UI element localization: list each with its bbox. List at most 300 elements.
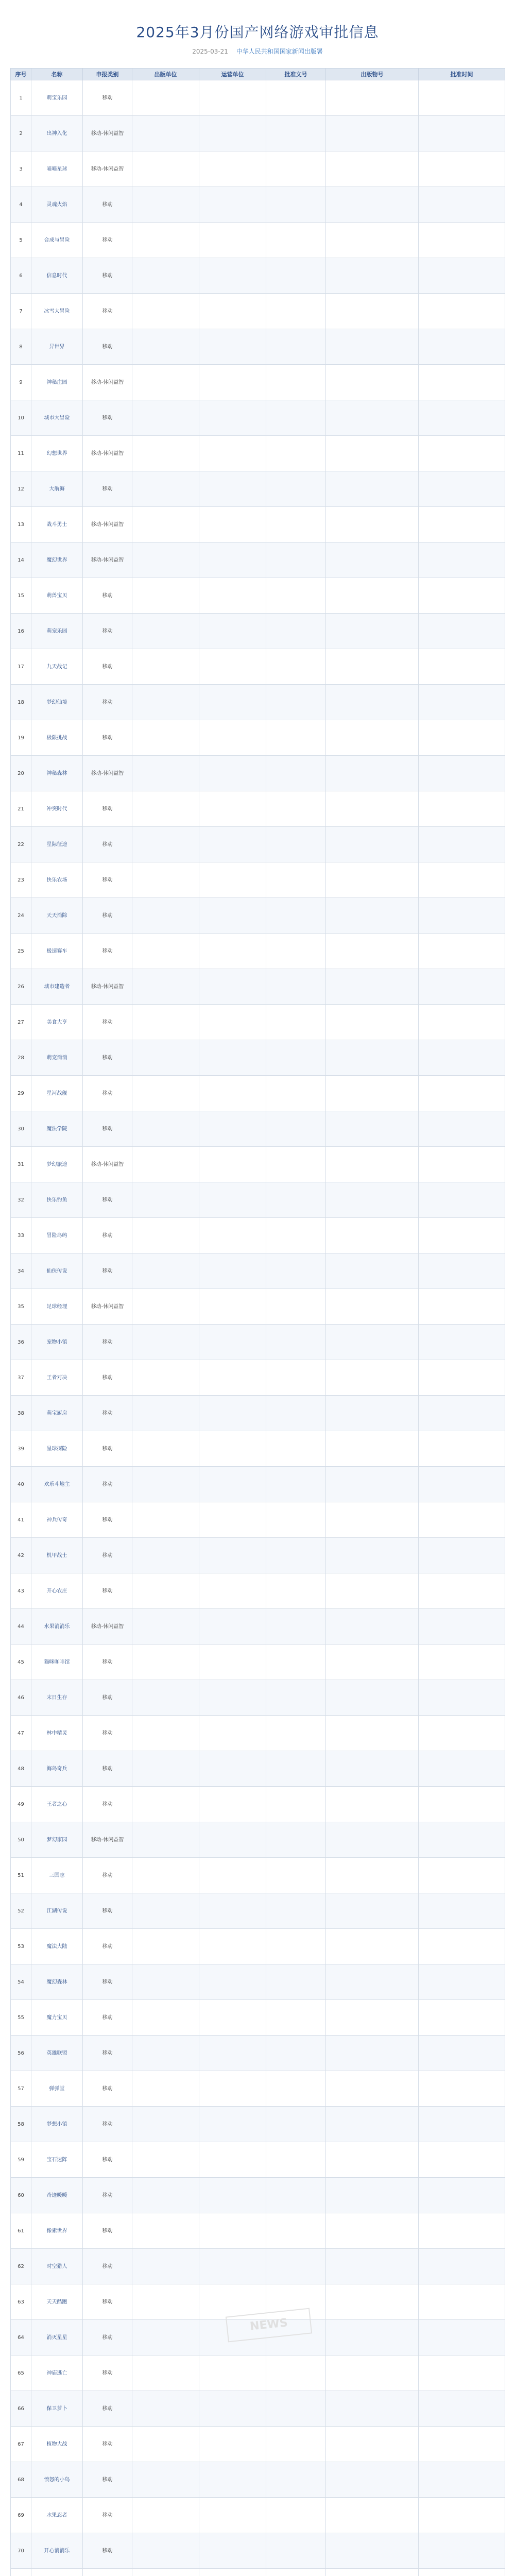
- cell-approval: [266, 151, 326, 187]
- cell-type: 移动: [83, 685, 132, 720]
- cell-publisher: [132, 1680, 199, 1716]
- table-row: [11, 1751, 505, 1787]
- table-row: [11, 1929, 505, 1964]
- cell-no: 29: [11, 1076, 31, 1111]
- cell-no: 40: [11, 1467, 31, 1502]
- cell-publisher: [132, 1822, 199, 1858]
- cell-name: 萌兽宝贝: [31, 578, 83, 614]
- cell-name: 时空猎人: [31, 2249, 83, 2284]
- cell-name: 魔法大陆: [31, 1929, 83, 1964]
- cell-operator: [199, 685, 266, 720]
- cell-approval: [266, 2462, 326, 2498]
- cell-date: [419, 1218, 505, 1253]
- cell-no: 25: [11, 934, 31, 969]
- cell-no: 24: [11, 898, 31, 934]
- cell-approval: [266, 471, 326, 507]
- table-row: [11, 720, 505, 756]
- table-row: [11, 2000, 505, 2036]
- cell-isbn: [326, 2427, 419, 2462]
- cell-approval: [266, 2000, 326, 2036]
- cell-isbn: [326, 2071, 419, 2107]
- cell-publisher: [132, 2355, 199, 2391]
- cell-operator: [199, 2427, 266, 2462]
- cell-name: 星球探险: [31, 1431, 83, 1467]
- cell-operator: [199, 578, 266, 614]
- cell-operator: [199, 1396, 266, 1431]
- article-meta: [0, 42, 515, 61]
- cell-operator: [199, 2000, 266, 2036]
- cell-date: [419, 898, 505, 934]
- cell-name: 冰雪大冒险: [31, 294, 83, 329]
- cell-isbn: [326, 1147, 419, 1182]
- cell-publisher: [132, 756, 199, 791]
- cell-approval: [266, 578, 326, 614]
- table-row: [11, 329, 505, 365]
- table-row: [11, 898, 505, 934]
- cell-approval: [266, 934, 326, 969]
- cell-type: 移动: [83, 1325, 132, 1360]
- cell-isbn: [326, 1396, 419, 1431]
- cell-publisher: [132, 1787, 199, 1822]
- table-row: [11, 1787, 505, 1822]
- cell-no: 59: [11, 2142, 31, 2178]
- cell-operator: [199, 2036, 266, 2071]
- cell-publisher: [132, 685, 199, 720]
- cell-name: 梦幻家园: [31, 1822, 83, 1858]
- cell-type: 移动: [83, 2071, 132, 2107]
- cell-approval: [266, 223, 326, 258]
- game-approval-table: [10, 68, 505, 2576]
- cell-name: 萌宠乐园: [31, 614, 83, 649]
- cell-type: 移动: [83, 1893, 132, 1929]
- cell-no: 9: [11, 365, 31, 400]
- table-row: [11, 934, 505, 969]
- table-row: [11, 1147, 505, 1182]
- table-row: [11, 578, 505, 614]
- cell-name: 开心农庄: [31, 1573, 83, 1609]
- cell-no: 35: [11, 1289, 31, 1325]
- cell-date: [419, 756, 505, 791]
- cell-no: 6: [11, 258, 31, 294]
- cell-publisher: [132, 2142, 199, 2178]
- cell-isbn: [326, 2533, 419, 2569]
- cell-type: 移动: [83, 80, 132, 116]
- cell-no: [11, 2569, 31, 2576]
- cell-operator: [199, 1751, 266, 1787]
- table-row: [11, 80, 505, 116]
- cell-approval: [266, 1787, 326, 1822]
- table-row: [11, 1182, 505, 1218]
- cell-type: 移动: [83, 1787, 132, 1822]
- cell-operator: [199, 365, 266, 400]
- cell-isbn: [326, 1218, 419, 1253]
- cell-name: 开心消消乐: [31, 2533, 83, 2569]
- cell-publisher: [132, 2213, 199, 2249]
- cell-operator: [199, 2569, 266, 2576]
- cell-publisher: [132, 2178, 199, 2213]
- table-row: [11, 2462, 505, 2498]
- cell-operator: [199, 1325, 266, 1360]
- cell-isbn: [326, 543, 419, 578]
- cell-publisher: [132, 969, 199, 1005]
- cell-name: 像素世界: [31, 2213, 83, 2249]
- table-row: [11, 756, 505, 791]
- cell-operator: [199, 80, 266, 116]
- cell-name: 九天战记: [31, 649, 83, 685]
- col-type: 申报类别: [83, 69, 132, 80]
- cell-type: 移动: [83, 2107, 132, 2142]
- cell-name: 出神入化: [31, 116, 83, 151]
- cell-name: 梦想小镇: [31, 2107, 83, 2142]
- cell-isbn: [326, 1573, 419, 1609]
- cell-name: 快乐钓鱼: [31, 1182, 83, 1218]
- cell-no: 38: [11, 1396, 31, 1431]
- cell-name: 美食大亨: [31, 1005, 83, 1040]
- cell-type: 移动: [83, 720, 132, 756]
- cell-type: 移动: [83, 2533, 132, 2569]
- cell-publisher: [132, 578, 199, 614]
- cell-name: 天天消除: [31, 898, 83, 934]
- cell-publisher: [132, 1573, 199, 1609]
- cell-publisher: [132, 400, 199, 436]
- cell-publisher: [132, 2320, 199, 2355]
- cell-date: [419, 1609, 505, 1645]
- cell-no: 30: [11, 1111, 31, 1147]
- cell-name: 水果消消乐: [31, 1609, 83, 1645]
- cell-operator: [199, 1680, 266, 1716]
- col-publisher: 出版单位: [132, 69, 199, 80]
- cell-name: 萌宝乐园: [31, 80, 83, 116]
- cell-approval: [266, 2569, 326, 2576]
- cell-publisher: [132, 1716, 199, 1751]
- table-row: [11, 1360, 505, 1396]
- cell-publisher: [132, 1396, 199, 1431]
- cell-approval: [266, 827, 326, 862]
- cell-type: 移动-休闲益智: [83, 116, 132, 151]
- cell-isbn: [326, 1645, 419, 1680]
- cell-isbn: [326, 2107, 419, 2142]
- cell-name: 猫咪咖啡馆: [31, 1645, 83, 1680]
- cell-no: 47: [11, 1716, 31, 1751]
- cell-no: 17: [11, 649, 31, 685]
- cell-date: [419, 1893, 505, 1929]
- cell-type: 移动: [83, 2355, 132, 2391]
- cell-date: [419, 862, 505, 898]
- cell-date: [419, 1680, 505, 1716]
- cell-publisher: [132, 1289, 199, 1325]
- cell-isbn: [326, 2498, 419, 2533]
- cell-operator: [199, 1005, 266, 1040]
- cell-approval: [266, 1645, 326, 1680]
- cell-date: [419, 1716, 505, 1751]
- cell-type: 移动: [83, 1396, 132, 1431]
- cell-no: 60: [11, 2178, 31, 2213]
- cell-no: 34: [11, 1253, 31, 1289]
- cell-type: 移动: [83, 2427, 132, 2462]
- table-row: [11, 2355, 505, 2391]
- cell-approval: [266, 1573, 326, 1609]
- source-link[interactable]: 中华人民共和国国家新闻出版署: [236, 48, 323, 55]
- cell-isbn: [326, 365, 419, 400]
- table-row: [11, 2284, 505, 2320]
- cell-type: 移动: [83, 1253, 132, 1289]
- table-row: [11, 1645, 505, 1680]
- cell-approval: [266, 898, 326, 934]
- cell-name: 足球经理: [31, 1289, 83, 1325]
- cell-type: 移动: [83, 898, 132, 934]
- cell-operator: [199, 1645, 266, 1680]
- cell-publisher: [132, 1005, 199, 1040]
- cell-isbn: [326, 80, 419, 116]
- cell-date: [419, 614, 505, 649]
- cell-operator: [199, 258, 266, 294]
- cell-name: 异世界: [31, 329, 83, 365]
- cell-name: 梦幻旅途: [31, 1147, 83, 1182]
- cell-name: 神秘森林: [31, 756, 83, 791]
- cell-name: 幻想世界: [31, 436, 83, 471]
- table-row: [11, 151, 505, 187]
- cell-name: 魔力宝贝: [31, 2000, 83, 2036]
- cell-no: 27: [11, 1005, 31, 1040]
- cell-publisher: [132, 898, 199, 934]
- cell-isbn: [326, 2036, 419, 2071]
- table-header: [11, 69, 505, 80]
- cell-date: [419, 2284, 505, 2320]
- cell-no: 13: [11, 507, 31, 543]
- cell-date: [419, 223, 505, 258]
- table-row: [11, 436, 505, 471]
- cell-isbn: [326, 116, 419, 151]
- cell-date: [419, 969, 505, 1005]
- cell-date: [419, 1253, 505, 1289]
- cell-name: 愤怒的小鸟: [31, 2462, 83, 2498]
- table-row: [11, 400, 505, 436]
- cell-operator: [199, 294, 266, 329]
- cell-date: [419, 2391, 505, 2427]
- cell-isbn: [326, 1893, 419, 1929]
- cell-name: 弹弹堂: [31, 2071, 83, 2107]
- cell-publisher: [132, 614, 199, 649]
- cell-no: 70: [11, 2533, 31, 2569]
- cell-name: 植物大战: [31, 2427, 83, 2462]
- cell-isbn: [326, 685, 419, 720]
- cell-no: 11: [11, 436, 31, 471]
- cell-date: [419, 2178, 505, 2213]
- cell-no: 28: [11, 1040, 31, 1076]
- cell-operator: [199, 1822, 266, 1858]
- table-row: [11, 2036, 505, 2071]
- cell-type: 移动-休闲益智: [83, 969, 132, 1005]
- cell-type: 移动: [83, 614, 132, 649]
- cell-no: 43: [11, 1573, 31, 1609]
- cell-isbn: [326, 1040, 419, 1076]
- cell-no: 44: [11, 1609, 31, 1645]
- cell-type: 移动: [83, 471, 132, 507]
- cell-type: 移动: [83, 1502, 132, 1538]
- cell-date: [419, 365, 505, 400]
- table-row: [11, 1822, 505, 1858]
- cell-approval: [266, 2391, 326, 2427]
- cell-publisher: [132, 2249, 199, 2284]
- cell-approval: [266, 1111, 326, 1147]
- cell-publisher: [132, 2036, 199, 2071]
- cell-date: [419, 2427, 505, 2462]
- cell-name: 神秘庄园: [31, 365, 83, 400]
- cell-type: 移动: [83, 1929, 132, 1964]
- cell-type: 移动: [83, 934, 132, 969]
- cell-no: 50: [11, 1822, 31, 1858]
- cell-isbn: [326, 2000, 419, 2036]
- cell-approval: [266, 2427, 326, 2462]
- cell-no: 57: [11, 2071, 31, 2107]
- cell-isbn: [326, 436, 419, 471]
- cell-operator: [199, 1431, 266, 1467]
- cell-operator: [199, 1893, 266, 1929]
- cell-isbn: [326, 2569, 419, 2576]
- cell-approval: [266, 649, 326, 685]
- cell-name: 末日生存: [31, 1680, 83, 1716]
- cell-operator: [199, 400, 266, 436]
- cell-date: [419, 934, 505, 969]
- cell-no: 46: [11, 1680, 31, 1716]
- cell-date: [419, 1822, 505, 1858]
- cell-isbn: [326, 1076, 419, 1111]
- cell-name: 天天酷跑: [31, 2284, 83, 2320]
- cell-operator: [199, 1964, 266, 2000]
- cell-date: [419, 1360, 505, 1396]
- cell-type: 移动: [83, 1751, 132, 1787]
- cell-operator: [199, 2142, 266, 2178]
- cell-operator: [199, 756, 266, 791]
- cell-type: 移动: [83, 827, 132, 862]
- table-row: [11, 969, 505, 1005]
- cell-date: [419, 720, 505, 756]
- cell-name: 城市建造者: [31, 969, 83, 1005]
- table-row: [11, 258, 505, 294]
- cell-approval: [266, 1253, 326, 1289]
- cell-date: [419, 2036, 505, 2071]
- cell-publisher: [132, 1502, 199, 1538]
- cell-approval: [266, 1680, 326, 1716]
- cell-no: 19: [11, 720, 31, 756]
- cell-approval: [266, 1182, 326, 1218]
- cell-isbn: [326, 934, 419, 969]
- cell-publisher: [132, 471, 199, 507]
- cell-publisher: [132, 791, 199, 827]
- cell-no: 66: [11, 2391, 31, 2427]
- cell-no: 32: [11, 1182, 31, 1218]
- cell-type: 移动: [83, 2178, 132, 2213]
- cell-date: [419, 1787, 505, 1822]
- cell-operator: [199, 436, 266, 471]
- cell-approval: [266, 2355, 326, 2391]
- cell-type: 移动: [83, 187, 132, 223]
- table-row: [11, 2498, 505, 2533]
- cell-isbn: [326, 1609, 419, 1645]
- cell-operator: [199, 2284, 266, 2320]
- cell-publisher: [132, 2071, 199, 2107]
- cell-operator: [199, 1076, 266, 1111]
- cell-date: [419, 151, 505, 187]
- cell-isbn: [326, 2391, 419, 2427]
- cell-publisher: [132, 1929, 199, 1964]
- cell-type: 移动-休闲益智: [83, 436, 132, 471]
- cell-date: [419, 2533, 505, 2569]
- cell-isbn: [326, 400, 419, 436]
- cell-name: 萌宝厨房: [31, 1396, 83, 1431]
- cell-approval: [266, 791, 326, 827]
- cell-approval: [266, 258, 326, 294]
- table-row: [11, 1396, 505, 1431]
- cell-publisher: [132, 720, 199, 756]
- cell-type: 移动: [83, 2284, 132, 2320]
- cell-operator: [199, 187, 266, 223]
- cell-isbn: [326, 2142, 419, 2178]
- cell-publisher: [132, 934, 199, 969]
- table-row: [11, 2213, 505, 2249]
- table-row: [11, 2249, 505, 2284]
- cell-date: [419, 791, 505, 827]
- cell-publisher: [132, 1431, 199, 1467]
- cell-name: 魔幻世界: [31, 543, 83, 578]
- cell-date: [419, 1289, 505, 1325]
- cell-type: 移动: [83, 1680, 132, 1716]
- cell-operator: [199, 116, 266, 151]
- cell-no: 68: [11, 2462, 31, 2498]
- table-row: [11, 1040, 505, 1076]
- cell-no: 53: [11, 1929, 31, 1964]
- cell-date: [419, 1325, 505, 1360]
- cell-no: 7: [11, 294, 31, 329]
- cell-name: 神庙逃亡: [31, 2355, 83, 2391]
- table-row: [11, 1893, 505, 1929]
- cell-no: 12: [11, 471, 31, 507]
- cell-isbn: [326, 2355, 419, 2391]
- table-row: [11, 471, 505, 507]
- cell-publisher: [132, 365, 199, 400]
- cell-approval: [266, 1218, 326, 1253]
- cell-type: 移动-休闲益智: [83, 756, 132, 791]
- table-row: [11, 862, 505, 898]
- cell-isbn: [326, 649, 419, 685]
- cell-isbn: [326, 1680, 419, 1716]
- cell-publisher: [132, 1609, 199, 1645]
- cell-no: 58: [11, 2107, 31, 2142]
- cell-operator: [199, 1538, 266, 1573]
- cell-approval: [266, 329, 326, 365]
- table-row: [11, 1289, 505, 1325]
- cell-publisher: [132, 1645, 199, 1680]
- cell-operator: [199, 1360, 266, 1396]
- cell-operator: [199, 1182, 266, 1218]
- cell-name: 冒险岛屿: [31, 1218, 83, 1253]
- cell-type: 移动: [83, 1538, 132, 1573]
- cell-publisher: [132, 649, 199, 685]
- cell-name: 王者之心: [31, 1787, 83, 1822]
- cell-type: 移动-休闲益智: [83, 151, 132, 187]
- cell-approval: [266, 1396, 326, 1431]
- table-row: [11, 1858, 505, 1893]
- cell-operator: [199, 151, 266, 187]
- cell-type: 移动-休闲益智: [83, 1822, 132, 1858]
- cell-no: 64: [11, 2320, 31, 2355]
- table-row: [11, 1467, 505, 1502]
- cell-name: 梦幻仙境: [31, 685, 83, 720]
- cell-isbn: [326, 1502, 419, 1538]
- cell-type: 移动-休闲益智: [83, 507, 132, 543]
- cell-date: [419, 1431, 505, 1467]
- table-row: [11, 1538, 505, 1573]
